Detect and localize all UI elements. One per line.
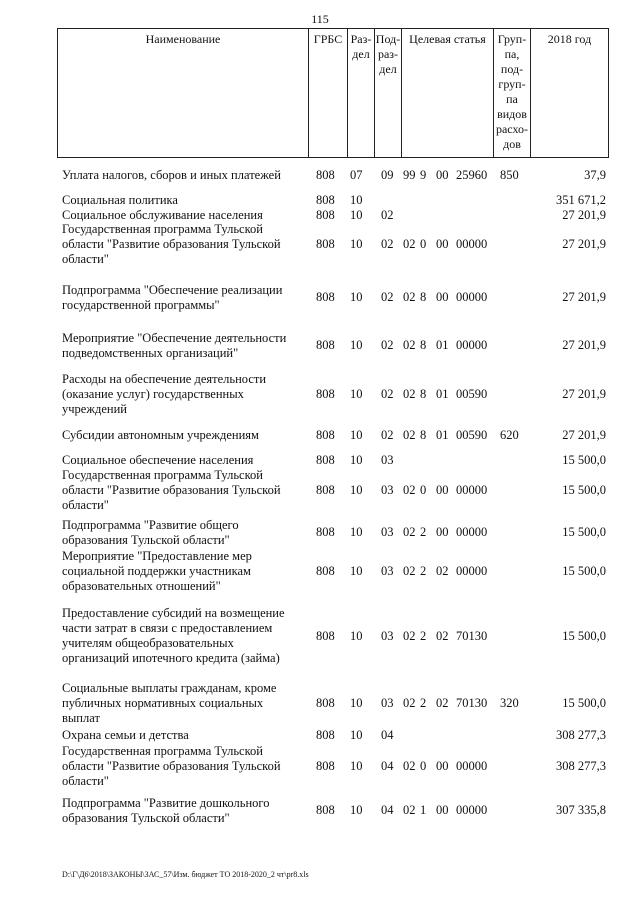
row-name-line: области" bbox=[62, 252, 109, 266]
header-group bbox=[494, 29, 531, 157]
razdel-cell: 10 bbox=[350, 803, 363, 817]
row-name-line: образования Тульской области" bbox=[62, 533, 230, 547]
table-header bbox=[57, 28, 609, 158]
razdel-cell: 10 bbox=[350, 290, 363, 304]
target-program-cell: 02 bbox=[403, 803, 416, 817]
expense-type-cell: 320 bbox=[500, 696, 519, 710]
target-direction-cell: 00590 bbox=[456, 387, 488, 401]
amount-cell: 15 500,0 bbox=[562, 525, 606, 539]
razdel-cell: 10 bbox=[350, 759, 363, 773]
podrazdel-cell: 02 bbox=[381, 290, 394, 304]
target-event-cell: 01 bbox=[436, 387, 449, 401]
target-program-cell: 02 bbox=[403, 338, 416, 352]
row-name bbox=[62, 453, 310, 468]
amount-cell: 27 201,9 bbox=[562, 237, 606, 251]
row-name-line: части затрат в связи с предоставлением bbox=[62, 621, 273, 635]
row-name-line: Подпрограмма "Развитие общего bbox=[62, 518, 239, 532]
target-program-cell: 02 bbox=[403, 564, 416, 578]
target-event-cell: 01 bbox=[436, 338, 449, 352]
target-program-cell: 02 bbox=[403, 387, 416, 401]
grbs-cell: 808 bbox=[316, 696, 335, 710]
row-name-line: Субсидии автономным учреждениям bbox=[62, 428, 259, 442]
grbs-cell: 808 bbox=[316, 208, 335, 222]
amount-cell: 27 201,9 bbox=[562, 387, 606, 401]
razdel-cell: 07 bbox=[350, 168, 363, 182]
grbs-cell: 808 bbox=[316, 728, 335, 742]
row-name-line: Мероприятие "Предоставление мер bbox=[62, 549, 252, 563]
grbs-cell: 808 bbox=[316, 428, 335, 442]
header-group-line: дов bbox=[503, 137, 521, 151]
razdel-cell: 10 bbox=[350, 483, 363, 497]
row-name-line: Расходы на обеспечение деятельности bbox=[62, 372, 267, 386]
target-subprogram-cell: 8 bbox=[420, 428, 427, 442]
target-program-cell: 02 bbox=[403, 290, 416, 304]
row-name-line: Предоставление субсидий на возмещение bbox=[62, 606, 285, 620]
grbs-cell: 808 bbox=[316, 759, 335, 773]
header-group-line: груп- bbox=[498, 77, 526, 91]
header-group-line: па, bbox=[504, 47, 520, 61]
row-name-line: Социальные выплаты гражданам, кроме bbox=[62, 681, 277, 695]
row-name-line: области "Развитие образования Тульской bbox=[62, 483, 281, 497]
grbs-cell: 808 bbox=[316, 453, 335, 467]
row-name bbox=[62, 744, 310, 789]
row-name bbox=[62, 331, 310, 361]
podrazdel-cell: 02 bbox=[381, 208, 394, 222]
podrazdel-cell: 03 bbox=[381, 696, 394, 710]
amount-cell: 27 201,9 bbox=[562, 338, 606, 352]
row-name-line: выплат bbox=[62, 711, 100, 725]
target-subprogram-cell: 9 bbox=[420, 168, 427, 182]
row-name bbox=[62, 549, 310, 594]
razdel-cell: 10 bbox=[350, 193, 363, 207]
amount-cell: 15 500,0 bbox=[562, 453, 606, 467]
target-subprogram-cell: 8 bbox=[420, 290, 427, 304]
header-podrazdel-line: раз- bbox=[377, 47, 399, 61]
grbs-cell: 808 bbox=[316, 290, 335, 304]
header-name-label: Наименование bbox=[145, 32, 221, 46]
grbs-cell: 808 bbox=[316, 483, 335, 497]
row-name bbox=[62, 606, 310, 666]
row-name-line: Социальная политика bbox=[62, 193, 178, 207]
target-direction-cell: 00000 bbox=[456, 803, 488, 817]
row-name-line: области "Развитие образования Тульской bbox=[62, 237, 281, 251]
header-podrazdel-line: дел bbox=[379, 62, 397, 76]
header-razdel-line: дел bbox=[352, 47, 370, 61]
header-target bbox=[402, 29, 494, 157]
amount-cell: 37,9 bbox=[584, 168, 606, 182]
podrazdel-cell: 04 bbox=[381, 759, 394, 773]
target-program-cell: 02 bbox=[403, 428, 416, 442]
row-name bbox=[62, 193, 310, 208]
page-number: 115 bbox=[311, 12, 329, 26]
row-name bbox=[62, 428, 310, 443]
target-subprogram-cell: 8 bbox=[420, 387, 427, 401]
grbs-cell: 808 bbox=[316, 525, 335, 539]
file-path-footer: D:\Г\Д6\2018\ЗАКОНЫ\ЗАС_57\Изм. бюджет ТО 2018-2020_2 чт\pr8.xls bbox=[62, 870, 309, 879]
target-event-cell: 01 bbox=[436, 428, 449, 442]
header-group-line: Груп- bbox=[497, 32, 527, 46]
row-name-line: области "Развитие образования Тульской bbox=[62, 759, 281, 773]
target-direction-cell: 25960 bbox=[456, 168, 488, 182]
razdel-cell: 10 bbox=[350, 525, 363, 539]
target-program-cell: 99 bbox=[403, 168, 416, 182]
target-event-cell: 02 bbox=[436, 696, 449, 710]
header-group-line: па bbox=[506, 92, 518, 106]
target-event-cell: 00 bbox=[436, 290, 449, 304]
razdel-cell: 10 bbox=[350, 629, 363, 643]
row-name-line: социальной поддержки участникам bbox=[62, 564, 251, 578]
row-name-line: Государственная программа Тульской bbox=[62, 744, 263, 758]
razdel-cell: 10 bbox=[350, 728, 363, 742]
row-name-line: образовательных отношений" bbox=[62, 579, 221, 593]
amount-cell: 27 201,9 bbox=[562, 428, 606, 442]
grbs-cell: 808 bbox=[316, 237, 335, 251]
target-direction-cell: 00000 bbox=[456, 483, 488, 497]
header-target-label: Целевая статья bbox=[409, 32, 486, 46]
header-group-line: под- bbox=[500, 62, 524, 76]
row-name-line: Государственная программа Тульской bbox=[62, 222, 263, 236]
amount-cell: 15 500,0 bbox=[562, 483, 606, 497]
row-name bbox=[62, 796, 310, 826]
expense-type-cell: 620 bbox=[500, 428, 519, 442]
razdel-cell: 10 bbox=[350, 387, 363, 401]
podrazdel-cell: 09 bbox=[381, 168, 394, 182]
header-podrazdel bbox=[375, 29, 402, 157]
target-direction-cell: 00000 bbox=[456, 237, 488, 251]
target-event-cell: 00 bbox=[436, 525, 449, 539]
row-name bbox=[62, 681, 310, 726]
header-group-line: видов bbox=[497, 107, 527, 121]
target-direction-cell: 00590 bbox=[456, 428, 488, 442]
header-name bbox=[58, 29, 309, 157]
podrazdel-cell: 02 bbox=[381, 428, 394, 442]
row-name bbox=[62, 168, 310, 183]
target-direction-cell: 00000 bbox=[456, 290, 488, 304]
target-direction-cell: 00000 bbox=[456, 564, 488, 578]
row-name bbox=[62, 728, 310, 743]
row-name-line: учреждений bbox=[62, 402, 127, 416]
podrazdel-cell: 04 bbox=[381, 803, 394, 817]
target-direction-cell: 70130 bbox=[456, 629, 488, 643]
amount-cell: 351 671,2 bbox=[556, 193, 606, 207]
target-event-cell: 00 bbox=[436, 483, 449, 497]
row-name bbox=[62, 283, 310, 313]
target-event-cell: 00 bbox=[436, 237, 449, 251]
target-program-cell: 02 bbox=[403, 237, 416, 251]
target-subprogram-cell: 8 bbox=[420, 338, 427, 352]
row-name-line: области" bbox=[62, 774, 109, 788]
grbs-cell: 808 bbox=[316, 387, 335, 401]
podrazdel-cell: 03 bbox=[381, 525, 394, 539]
razdel-cell: 10 bbox=[350, 453, 363, 467]
target-subprogram-cell: 2 bbox=[420, 629, 427, 643]
target-program-cell: 02 bbox=[403, 525, 416, 539]
razdel-cell: 10 bbox=[350, 564, 363, 578]
grbs-cell: 808 bbox=[316, 564, 335, 578]
amount-cell: 307 335,8 bbox=[556, 803, 606, 817]
target-subprogram-cell: 0 bbox=[420, 483, 427, 497]
row-name bbox=[62, 222, 310, 267]
header-razdel-line: Раз- bbox=[350, 32, 372, 46]
amount-cell: 308 277,3 bbox=[556, 759, 606, 773]
row-name-line: подведомственных организаций" bbox=[62, 346, 239, 360]
amount-cell: 15 500,0 bbox=[562, 629, 606, 643]
amount-cell: 27 201,9 bbox=[562, 208, 606, 222]
amount-cell: 15 500,0 bbox=[562, 696, 606, 710]
header-grbs bbox=[309, 29, 348, 157]
amount-cell: 15 500,0 bbox=[562, 564, 606, 578]
header-group-line: расхо- bbox=[495, 122, 529, 136]
target-subprogram-cell: 1 bbox=[420, 803, 427, 817]
target-event-cell: 00 bbox=[436, 168, 449, 182]
grbs-cell: 808 bbox=[316, 803, 335, 817]
razdel-cell: 10 bbox=[350, 208, 363, 222]
grbs-cell: 808 bbox=[316, 629, 335, 643]
target-subprogram-cell: 2 bbox=[420, 525, 427, 539]
row-name bbox=[62, 208, 310, 223]
grbs-cell: 808 bbox=[316, 338, 335, 352]
amount-cell: 27 201,9 bbox=[562, 290, 606, 304]
row-name-line: (оказание услуг) государственных bbox=[62, 387, 244, 401]
podrazdel-cell: 03 bbox=[381, 453, 394, 467]
podrazdel-cell: 03 bbox=[381, 483, 394, 497]
row-name-line: государственной программы" bbox=[62, 298, 220, 312]
row-name bbox=[62, 468, 310, 513]
podrazdel-cell: 04 bbox=[381, 728, 394, 742]
header-year-label: 2018 год bbox=[547, 32, 592, 46]
target-program-cell: 02 bbox=[403, 483, 416, 497]
razdel-cell: 10 bbox=[350, 428, 363, 442]
row-name bbox=[62, 518, 310, 548]
row-name-line: публичных нормативных социальных bbox=[62, 696, 264, 710]
header-grbs-label: ГРБС bbox=[313, 32, 343, 46]
header-year bbox=[531, 29, 608, 157]
row-name-line: Уплата налогов, сборов и иных платежей bbox=[62, 168, 281, 182]
target-event-cell: 02 bbox=[436, 564, 449, 578]
header-podrazdel-line: Под- bbox=[375, 32, 401, 46]
row-name-line: Мероприятие "Обеспечение деятельности bbox=[62, 331, 287, 345]
razdel-cell: 10 bbox=[350, 237, 363, 251]
target-direction-cell: 00000 bbox=[456, 338, 488, 352]
row-name-line: Социальное обеспечение населения bbox=[62, 453, 254, 467]
target-direction-cell: 00000 bbox=[456, 759, 488, 773]
row-name-line: области" bbox=[62, 498, 109, 512]
row-name-line: образования Тульской области" bbox=[62, 811, 230, 825]
podrazdel-cell: 03 bbox=[381, 629, 394, 643]
row-name-line: организаций ипотечного кредита (займа) bbox=[62, 651, 280, 665]
target-direction-cell: 00000 bbox=[456, 525, 488, 539]
target-program-cell: 02 bbox=[403, 759, 416, 773]
row-name-line: учителям общеобразовательных bbox=[62, 636, 234, 650]
grbs-cell: 808 bbox=[316, 193, 335, 207]
target-subprogram-cell: 2 bbox=[420, 696, 427, 710]
amount-cell: 308 277,3 bbox=[556, 728, 606, 742]
target-program-cell: 02 bbox=[403, 629, 416, 643]
target-subprogram-cell: 0 bbox=[420, 237, 427, 251]
target-program-cell: 02 bbox=[403, 696, 416, 710]
target-subprogram-cell: 2 bbox=[420, 564, 427, 578]
row-name-line: Государственная программа Тульской bbox=[62, 468, 263, 482]
row-name-line: Социальное обслуживание населения bbox=[62, 208, 263, 222]
podrazdel-cell: 02 bbox=[381, 237, 394, 251]
target-subprogram-cell: 0 bbox=[420, 759, 427, 773]
target-event-cell: 00 bbox=[436, 759, 449, 773]
grbs-cell: 808 bbox=[316, 168, 335, 182]
header-razdel bbox=[348, 29, 375, 157]
podrazdel-cell: 02 bbox=[381, 338, 394, 352]
razdel-cell: 10 bbox=[350, 696, 363, 710]
expense-type-cell: 850 bbox=[500, 168, 519, 182]
row-name-line: Подпрограмма "Обеспечение реализации bbox=[62, 283, 283, 297]
podrazdel-cell: 03 bbox=[381, 564, 394, 578]
razdel-cell: 10 bbox=[350, 338, 363, 352]
target-direction-cell: 70130 bbox=[456, 696, 488, 710]
row-name bbox=[62, 372, 310, 417]
target-event-cell: 00 bbox=[436, 803, 449, 817]
podrazdel-cell: 02 bbox=[381, 387, 394, 401]
target-event-cell: 02 bbox=[436, 629, 449, 643]
row-name-line: Подпрограмма "Развитие дошкольного bbox=[62, 796, 270, 810]
row-name-line: Охрана семьи и детства bbox=[62, 728, 189, 742]
